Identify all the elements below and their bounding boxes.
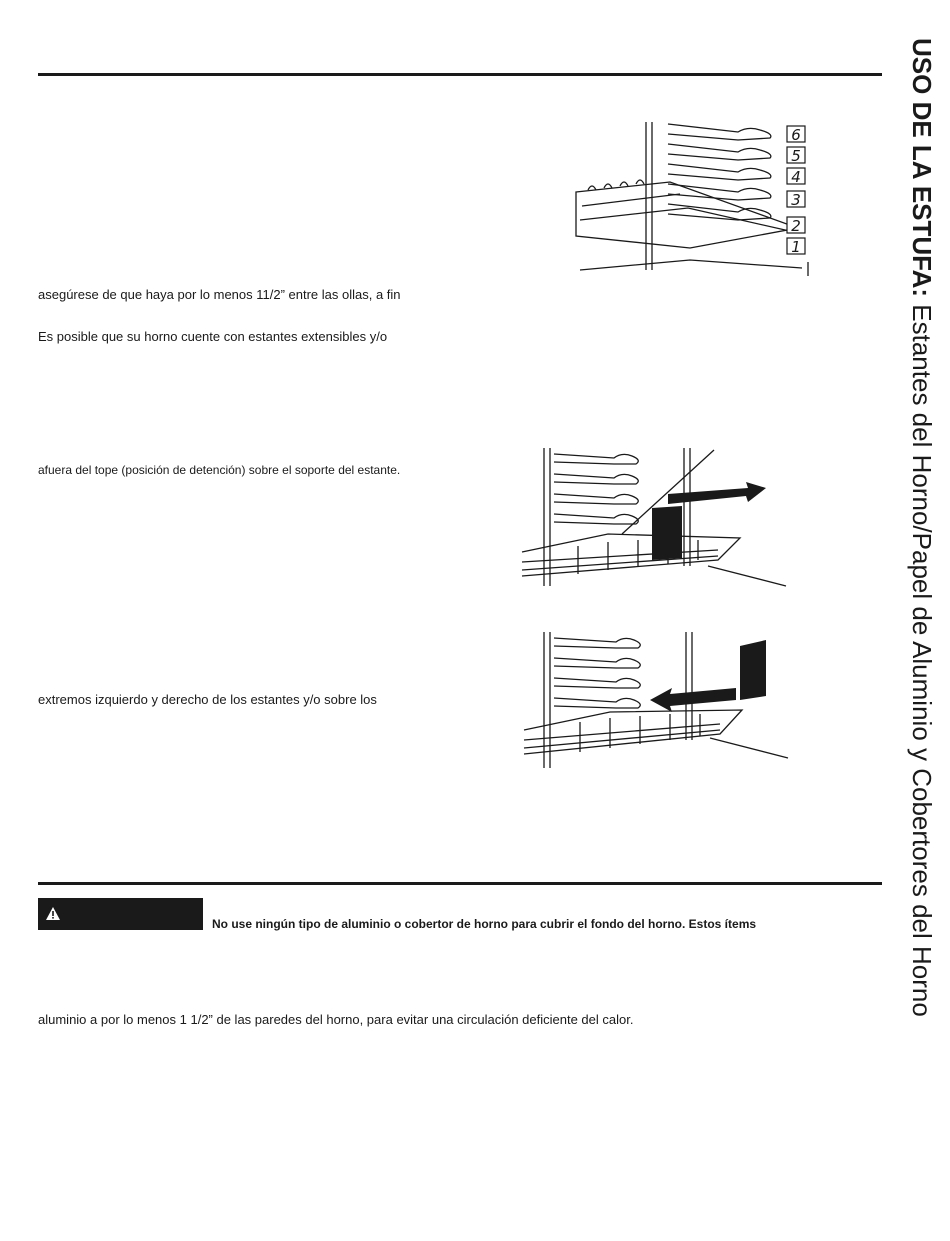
side-title-regular: Estantes del Horno/Papel de Aluminio y Cobertores del Horno xyxy=(907,297,937,1017)
caution-label xyxy=(38,898,203,930)
foil-spacing-text: aluminio a por lo menos 1 1/2” de las paredes del horno, para evitar una circulación deficiente del calor. xyxy=(38,1012,634,1027)
rack-position-number: 3 xyxy=(791,191,801,209)
rack-positions-figure xyxy=(570,120,810,278)
rack-tilt-figure xyxy=(520,630,790,770)
rack-removal-figure xyxy=(518,446,788,591)
extension-racks-text: Es posible que su horno cuente con estantes extensibles y/o xyxy=(38,329,388,344)
stop-position-text: afuera del tope (posición de detención) sobre el soporte del estante. xyxy=(38,463,401,477)
foil-warning-text: No use ningún tipo de aluminio o cobertor de horno para cubrir el fondo del horno. Estos ítems xyxy=(212,917,757,931)
warning-triangle-icon xyxy=(46,907,60,920)
section-rule xyxy=(38,882,882,885)
rack-ends-text: extremos izquierdo y derecho de los estantes y/o sobre los xyxy=(38,692,377,707)
rack-position-number: 1 xyxy=(791,238,801,256)
top-rule xyxy=(38,73,882,76)
rack-position-number: 5 xyxy=(791,147,801,165)
rack-spacing-text: asegúrese de que haya por lo menos 11/2” entre las ollas, a fin xyxy=(38,287,401,302)
rack-position-number: 2 xyxy=(791,217,801,235)
rack-position-number: 6 xyxy=(791,126,801,144)
section-side-title xyxy=(900,38,944,1198)
side-title-bold: USO DE LA ESTUFA: xyxy=(907,38,937,298)
rack-position-number: 4 xyxy=(791,168,801,186)
